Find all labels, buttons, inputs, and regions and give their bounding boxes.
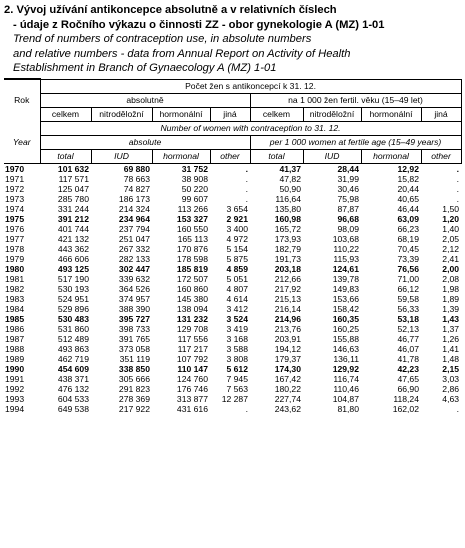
value-cell: 604 533 xyxy=(57,393,89,404)
value-cell: 4,63 xyxy=(442,393,460,404)
value-cell: 56,33 xyxy=(397,303,419,314)
value-cell: 282 133 xyxy=(118,253,150,264)
value-cell: 234 964 xyxy=(118,213,150,224)
year-cell: 1974 xyxy=(5,203,25,214)
value-cell: 194,12 xyxy=(274,343,301,354)
value-cell: 116,64 xyxy=(275,193,301,204)
value-cell: 2,41 xyxy=(442,253,460,264)
value-cell: . xyxy=(245,183,248,194)
value-cell: 145 380 xyxy=(176,293,208,304)
value-cell: 529 896 xyxy=(57,303,89,314)
value-cell: 2,12 xyxy=(442,243,460,254)
table-row xyxy=(4,294,461,304)
value-cell: 174,30 xyxy=(274,363,301,374)
year-cell: 1980 xyxy=(5,263,25,274)
value-cell: 398 733 xyxy=(118,323,150,334)
value-cell: 52,13 xyxy=(397,323,419,334)
value-cell: 12,92 xyxy=(397,163,419,174)
value-cell: 3 808 xyxy=(226,353,248,364)
header-year: Year xyxy=(12,136,31,147)
table-row xyxy=(4,264,461,274)
value-cell: 5 051 xyxy=(226,273,248,284)
value-cell: 1,41 xyxy=(442,343,460,354)
value-cell: 2,08 xyxy=(442,273,460,284)
value-cell: 5 154 xyxy=(226,243,248,254)
value-cell: 162,02 xyxy=(392,403,419,414)
value-cell: 217,92 xyxy=(274,283,301,294)
table-body xyxy=(4,163,461,414)
value-cell: 180,22 xyxy=(274,383,301,394)
value-cell: 530 193 xyxy=(57,283,89,294)
value-cell: 40,65 xyxy=(397,193,419,204)
value-cell: . xyxy=(245,403,248,414)
table-row xyxy=(4,394,461,404)
value-cell: 110 147 xyxy=(177,363,208,374)
value-cell: 160,25 xyxy=(332,323,359,334)
value-cell: 1,43 xyxy=(442,313,460,324)
value-cell: 3 654 xyxy=(226,203,248,214)
value-cell: 186 173 xyxy=(118,193,150,204)
value-cell: 3 400 xyxy=(226,223,248,234)
value-cell: 87,87 xyxy=(337,203,359,214)
value-cell: 213,76 xyxy=(274,323,301,334)
value-cell: 160,35 xyxy=(332,313,359,324)
value-cell: 649 538 xyxy=(57,403,89,414)
header-col-en: total xyxy=(250,149,303,163)
value-cell: 443 362 xyxy=(57,243,89,254)
year-cell: 1991 xyxy=(5,373,25,384)
table-row xyxy=(4,244,461,254)
value-cell: 3 412 xyxy=(226,303,248,314)
value-cell: 66,90 xyxy=(397,383,419,394)
header-absolute-en: absolute xyxy=(40,135,250,149)
value-cell: 125 047 xyxy=(57,183,89,194)
value-cell: 118,24 xyxy=(393,393,419,404)
value-cell: 2 921 xyxy=(226,213,248,224)
value-cell: 1,39 xyxy=(442,303,460,314)
value-cell: 493 863 xyxy=(57,343,89,354)
value-cell: 63,09 xyxy=(397,213,419,224)
value-cell: 3 168 xyxy=(226,333,248,344)
value-cell: 331 244 xyxy=(57,203,89,214)
value-cell: 70,45 xyxy=(397,243,419,254)
value-cell: 81,80 xyxy=(337,403,359,414)
value-cell: 146,63 xyxy=(332,343,359,354)
value-cell: . xyxy=(456,173,460,184)
value-cell: 131 232 xyxy=(176,313,208,324)
value-cell: 214 324 xyxy=(118,203,150,214)
value-cell: 524 951 xyxy=(57,293,89,304)
value-cell: 215,13 xyxy=(274,293,301,304)
value-cell: 291 823 xyxy=(118,383,150,394)
value-cell: 3 588 xyxy=(226,343,248,354)
value-cell: 454 609 xyxy=(57,363,89,374)
value-cell: 170 876 xyxy=(176,243,208,254)
value-cell: 1,37 xyxy=(442,323,460,334)
title-cz-line1: 2. Vývoj užívání antikoncepce absolutně a v relativních číslech xyxy=(4,4,337,16)
value-cell: 115,93 xyxy=(333,253,359,264)
year-cell: 1992 xyxy=(5,383,25,394)
value-cell: . xyxy=(456,193,460,204)
table-row xyxy=(4,174,461,184)
header-col-cz: jiná xyxy=(421,107,461,121)
value-cell: 178 598 xyxy=(176,253,208,264)
value-cell: 28,44 xyxy=(337,163,359,174)
value-cell: 3 524 xyxy=(226,313,248,324)
value-cell: 176 746 xyxy=(176,383,208,394)
value-cell: 531 860 xyxy=(57,323,89,334)
value-cell: 66,23 xyxy=(397,223,419,234)
value-cell: 2,00 xyxy=(442,263,460,274)
value-cell: 136,11 xyxy=(333,353,359,364)
value-cell: 110,46 xyxy=(333,383,359,394)
value-cell: 313 877 xyxy=(176,393,208,404)
table-row xyxy=(4,284,461,294)
table-row xyxy=(4,214,461,224)
value-cell: 1,20 xyxy=(442,213,460,224)
value-cell: 41,37 xyxy=(279,163,301,174)
value-cell: 212,66 xyxy=(274,273,301,284)
year-cell: 1979 xyxy=(5,253,25,264)
value-cell: 391 765 xyxy=(118,333,150,344)
header-absolute-cz: absolutně xyxy=(40,93,250,107)
value-cell: 31 752 xyxy=(181,163,208,174)
value-cell: 530 483 xyxy=(57,313,89,324)
value-cell: 160 860 xyxy=(176,283,208,294)
value-cell: 1,40 xyxy=(442,223,460,234)
table-row xyxy=(4,304,461,314)
value-cell: 129,92 xyxy=(332,363,359,374)
table-row xyxy=(4,274,461,284)
value-cell: 267 332 xyxy=(118,243,150,254)
year-cell: 1982 xyxy=(5,283,25,294)
header-col-en: IUD xyxy=(303,149,361,163)
value-cell: 4 972 xyxy=(226,233,248,244)
header-col-en: other xyxy=(421,149,461,163)
value-cell: 46,77 xyxy=(397,333,419,344)
value-cell: 7 563 xyxy=(226,383,248,394)
value-cell: 117 217 xyxy=(177,343,208,354)
value-cell: 214,96 xyxy=(274,313,301,324)
value-cell: 391 212 xyxy=(57,213,89,224)
value-cell: . xyxy=(456,183,460,194)
value-cell: 5 875 xyxy=(226,253,248,264)
year-cell: 1990 xyxy=(5,363,25,374)
value-cell: 20,44 xyxy=(397,183,419,194)
header-col-cz: nitroděložní xyxy=(91,107,152,121)
value-cell: 476 132 xyxy=(57,383,89,394)
year-cell: 1993 xyxy=(5,393,25,404)
value-cell: 203,91 xyxy=(274,333,301,344)
value-cell: 227,74 xyxy=(274,393,301,404)
header-col-cz: hormonální xyxy=(361,107,421,121)
table-row xyxy=(4,254,461,264)
value-cell: 165,72 xyxy=(274,223,301,234)
contraception-table xyxy=(4,78,462,414)
value-cell: 47,82 xyxy=(279,173,301,184)
title-en-line3: Establishment in Branch of Gynaecology A (MZ) 1-01 xyxy=(13,62,277,75)
year-cell: 1988 xyxy=(5,343,25,354)
value-cell: 69 880 xyxy=(123,163,150,174)
header-col-en: hormonal xyxy=(152,149,210,163)
value-cell: 217 922 xyxy=(118,403,150,414)
year-cell: 1971 xyxy=(5,173,25,184)
value-cell: 339 632 xyxy=(118,273,150,284)
table-row xyxy=(4,224,461,234)
value-cell: 179,37 xyxy=(274,353,301,364)
value-cell: 203,18 xyxy=(274,263,301,274)
value-cell: 517 190 xyxy=(57,273,89,284)
value-cell: 395 727 xyxy=(118,313,150,324)
year-cell: 1986 xyxy=(5,323,25,334)
value-cell: . xyxy=(245,163,248,174)
value-cell: 124 760 xyxy=(176,373,208,384)
table-row xyxy=(4,163,461,174)
title-cz-line2: - údaje z Ročního výkazu o činnosti ZZ - obor gynekologie A (MZ) 1-01 xyxy=(13,18,385,31)
table-title xyxy=(0,0,465,76)
value-cell: 59,58 xyxy=(397,293,419,304)
value-cell: 3 419 xyxy=(226,323,248,334)
table-row xyxy=(4,374,461,384)
value-cell: 305 666 xyxy=(118,373,150,384)
value-cell: 3,03 xyxy=(442,373,460,384)
value-cell: 66,12 xyxy=(397,283,419,294)
value-cell: 15,82 xyxy=(397,173,419,184)
value-cell: 374 957 xyxy=(118,293,150,304)
year-cell: 1978 xyxy=(5,243,25,254)
value-cell: 1,50 xyxy=(442,203,460,214)
year-cell: 1987 xyxy=(5,333,25,344)
table-row xyxy=(4,314,461,324)
header-col-cz: nitroděložní xyxy=(303,107,361,121)
year-cell: 1983 xyxy=(5,293,25,304)
value-cell: 431 616 xyxy=(176,403,208,414)
value-cell: 4 859 xyxy=(226,263,248,274)
header-col-en: IUD xyxy=(91,149,152,163)
value-cell: 182,79 xyxy=(274,243,301,254)
value-cell: 216,14 xyxy=(274,303,301,314)
value-cell: 2,86 xyxy=(442,383,460,394)
value-cell: 96,68 xyxy=(337,213,359,224)
value-cell: 31,99 xyxy=(337,173,359,184)
year-cell: 1970 xyxy=(5,163,25,174)
year-cell: 1985 xyxy=(5,313,25,324)
value-cell: 1,89 xyxy=(442,293,460,304)
value-cell: 364 526 xyxy=(118,283,150,294)
table-row xyxy=(4,234,461,244)
header-col-cz: celkem xyxy=(40,107,91,121)
value-cell: 47,65 xyxy=(397,373,419,384)
value-cell: 462 719 xyxy=(57,353,89,364)
value-cell: 99 607 xyxy=(181,193,208,204)
value-cell: 2,15 xyxy=(442,363,460,374)
year-cell: 1976 xyxy=(5,223,25,234)
table-row xyxy=(4,334,461,344)
year-cell: 1972 xyxy=(5,183,25,194)
value-cell: 7 945 xyxy=(226,373,248,384)
value-cell: 153 327 xyxy=(176,213,208,224)
value-cell: 1,26 xyxy=(442,333,460,344)
value-cell: 78 663 xyxy=(123,173,150,184)
value-cell: 466 606 xyxy=(57,253,89,264)
value-cell: 278 369 xyxy=(118,393,150,404)
value-cell: 237 794 xyxy=(118,223,150,234)
header-col-cz: celkem xyxy=(250,107,303,121)
year-cell: 1975 xyxy=(5,213,25,224)
value-cell: 53,18 xyxy=(397,313,419,324)
value-cell: 373 058 xyxy=(118,343,150,354)
value-cell: 160 550 xyxy=(176,223,208,234)
value-cell: 46,44 xyxy=(397,203,419,214)
value-cell: 50 220 xyxy=(181,183,208,194)
value-cell: 149,83 xyxy=(332,283,359,294)
value-cell: 101 632 xyxy=(57,163,89,174)
value-cell: 124,61 xyxy=(332,263,359,274)
value-cell: 1,98 xyxy=(442,283,460,294)
value-cell: 338 850 xyxy=(118,363,150,374)
value-cell: 103,68 xyxy=(332,233,359,244)
value-cell: 104,87 xyxy=(332,393,359,404)
value-cell: 75,98 xyxy=(337,193,359,204)
value-cell: 71,00 xyxy=(397,273,419,284)
value-cell: 438 371 xyxy=(57,373,89,384)
header-col-cz: hormonální xyxy=(152,107,210,121)
value-cell: 139,78 xyxy=(332,273,359,284)
value-cell: 401 744 xyxy=(57,223,89,234)
table-row xyxy=(4,364,461,374)
value-cell: 285 780 xyxy=(57,193,89,204)
value-cell: . xyxy=(245,193,248,204)
header-group-cz: Počet žen s antikoncepcí k 31. 12. xyxy=(40,79,461,93)
value-cell: . xyxy=(456,163,460,174)
value-cell: 4 614 xyxy=(226,293,248,304)
value-cell: 73,39 xyxy=(397,253,419,264)
value-cell: 113 266 xyxy=(177,203,208,214)
value-cell: 2,05 xyxy=(442,233,460,244)
year-cell: 1989 xyxy=(5,353,25,364)
value-cell: 135,80 xyxy=(274,203,301,214)
table-row xyxy=(4,194,461,204)
table-row xyxy=(4,354,461,364)
value-cell: . xyxy=(245,173,248,184)
value-cell: 1,48 xyxy=(442,353,460,364)
value-cell: 160,98 xyxy=(274,213,301,224)
value-cell: 173,93 xyxy=(274,233,301,244)
value-cell: 251 047 xyxy=(118,233,150,244)
value-cell: 302 447 xyxy=(118,263,150,274)
year-cell: 1994 xyxy=(5,403,25,414)
value-cell: 167,42 xyxy=(274,373,301,384)
value-cell: 153,66 xyxy=(332,293,359,304)
value-cell: 50,90 xyxy=(279,183,301,194)
value-cell: 4 807 xyxy=(226,283,248,294)
title-en-line2: and relative numbers - data from Annual Report on Activity of Health xyxy=(13,47,351,60)
value-cell: 158,42 xyxy=(332,303,359,314)
value-cell: 351 119 xyxy=(119,353,150,364)
header-rok: Rok xyxy=(14,94,30,105)
table-row xyxy=(4,384,461,394)
value-cell: 41,78 xyxy=(397,353,419,364)
table-row xyxy=(4,204,461,214)
value-cell: 98,09 xyxy=(337,223,359,234)
value-cell: 138 094 xyxy=(176,303,208,314)
value-cell: 116,74 xyxy=(333,373,359,384)
value-cell: 512 489 xyxy=(57,333,89,344)
value-cell: 129 708 xyxy=(176,323,208,334)
value-cell: 110,22 xyxy=(333,243,359,254)
value-cell: 107 792 xyxy=(176,353,208,364)
header-relative-cz: na 1 000 žen fertil. věku (15–49 let) xyxy=(250,93,461,107)
value-cell: 172 507 xyxy=(176,273,208,284)
header-col-cz: jiná xyxy=(210,107,250,121)
value-cell: 191,73 xyxy=(274,253,301,264)
value-cell: 117 556 xyxy=(177,333,208,344)
value-cell: 46,07 xyxy=(397,343,419,354)
value-cell: 38 908 xyxy=(181,173,208,184)
value-cell: 74 827 xyxy=(123,183,150,194)
value-cell: 388 390 xyxy=(118,303,150,314)
value-cell: 30,46 xyxy=(337,183,359,194)
value-cell: 42,23 xyxy=(397,363,419,374)
header-col-en: hormonal xyxy=(361,149,421,163)
title-en-line1: Trend of numbers of contraception use, in absolute numbers xyxy=(13,33,312,46)
year-cell: 1977 xyxy=(5,233,25,244)
table-row xyxy=(4,344,461,354)
value-cell: 155,88 xyxy=(332,333,359,344)
value-cell: 12 287 xyxy=(221,393,248,404)
year-cell: 1973 xyxy=(5,193,25,204)
value-cell: 185 819 xyxy=(176,263,208,274)
value-cell: 493 125 xyxy=(57,263,89,274)
value-cell: 68,19 xyxy=(397,233,419,244)
value-cell: 5 612 xyxy=(226,363,248,374)
header-col-en: total xyxy=(40,149,91,163)
header-col-en: other xyxy=(210,149,250,163)
value-cell: 117 571 xyxy=(58,173,89,184)
year-cell: 1984 xyxy=(5,303,25,314)
table-row xyxy=(4,184,461,194)
value-cell: 421 132 xyxy=(57,233,89,244)
value-cell: 165 113 xyxy=(177,233,208,244)
year-cell: 1981 xyxy=(5,273,25,284)
value-cell: 243,62 xyxy=(274,403,301,414)
value-cell: 76,56 xyxy=(397,263,419,274)
header-group-en: Number of women with contraception to 31. 12. xyxy=(40,121,461,135)
value-cell: . xyxy=(456,403,460,414)
table-row xyxy=(4,404,461,414)
header-relative-en: per 1 000 women at fertile age (15–49 years) xyxy=(250,135,461,149)
table-row xyxy=(4,324,461,334)
